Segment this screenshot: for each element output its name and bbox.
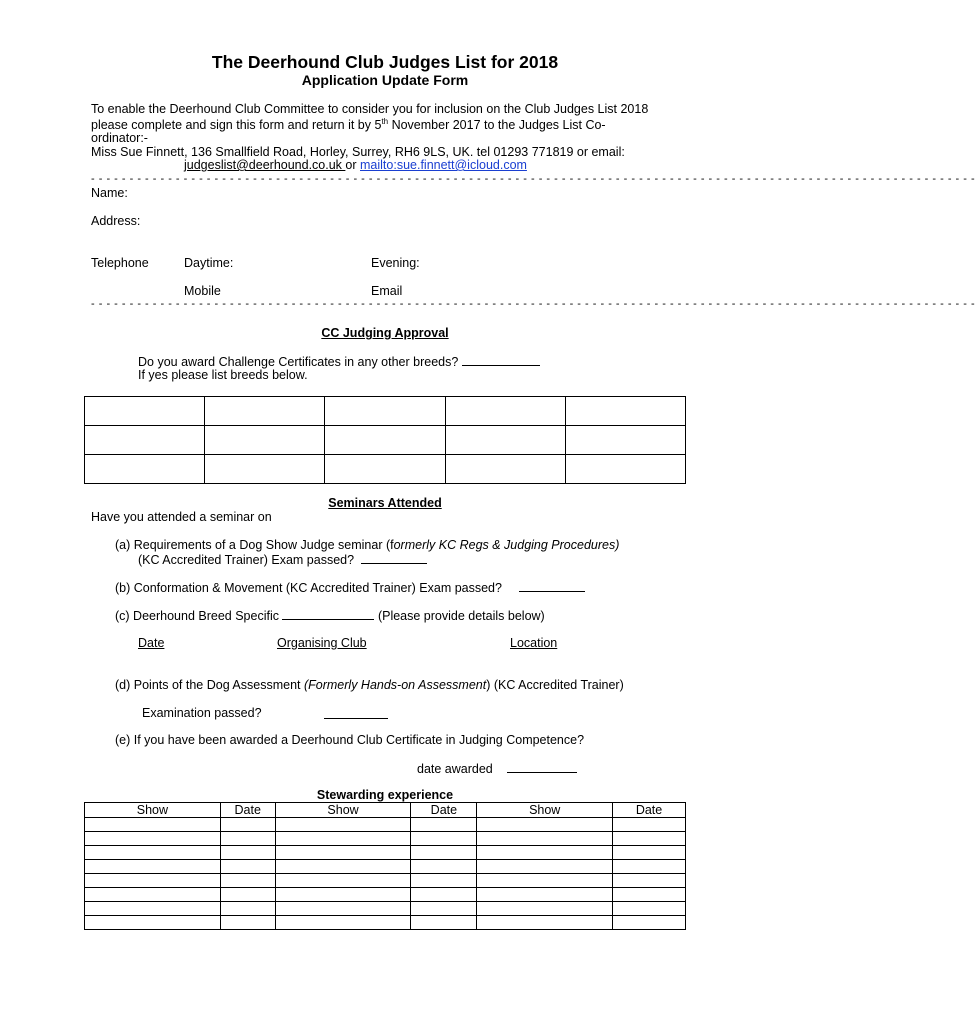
seminar-col-location: Location [510,636,558,650]
table-cell[interactable] [613,818,686,832]
table-cell[interactable] [411,902,477,916]
seminar-e-date-label: date awarded [417,762,493,776]
breeds-table [84,396,686,484]
column-header-date: Date [411,803,477,818]
page-subtitle: Application Update Form [301,72,469,88]
table-cell[interactable] [85,916,221,930]
cc-judging-heading: CC Judging Approval [321,326,449,340]
evening-label: Evening: [371,256,420,270]
stewarding-table [84,802,686,930]
seminar-e: (e) If you have been awarded a Deerhound Club Certificate in Judging Competence? [115,733,585,747]
table-cell[interactable] [220,846,275,860]
breed-cell[interactable] [565,455,685,484]
table-cell[interactable] [275,874,411,888]
seminar-d-exam: Examination passed? [142,706,262,720]
table-cell[interactable] [85,818,221,832]
table-cell[interactable] [477,832,613,846]
table-cell[interactable] [220,888,275,902]
table-cell[interactable] [85,832,221,846]
table-cell[interactable] [275,832,411,846]
email-line [184,158,527,172]
seminar-c-note: (Please provide details below) [377,609,545,623]
table-cell[interactable] [411,888,477,902]
seminar-a-exam-text: (KC Accredited Trainer) Exam passed? [138,553,355,567]
breed-cell[interactable] [205,426,325,455]
intro-superscript: th [381,117,389,126]
breed-cell[interactable] [85,455,205,484]
breed-cell[interactable] [85,426,205,455]
cc-question [138,354,540,369]
table-cell[interactable] [411,832,477,846]
seminars-intro: Have you attended a seminar on [91,510,272,524]
table-cell[interactable] [613,888,686,902]
table-row [85,832,686,846]
table-row [85,902,686,916]
seminar-d-end: ) (KC Accredited Trainer) [486,678,624,692]
cc-question-text: Do you award Challenge Certificates in any other breeds? [138,355,459,369]
cc-note: If yes please list breeds below. [138,368,308,382]
seminar-a-italic: ormerly KC Regs & Judging Procedures) [393,538,620,552]
seminar-c [115,608,545,623]
table-cell[interactable] [85,846,221,860]
breed-cell[interactable] [445,426,565,455]
breed-cell[interactable] [205,455,325,484]
name-label: Name: [91,186,128,200]
intro-line-2 [91,117,606,132]
seminar-b-text: (b) Conformation & Movement (KC Accredited Trainer) Exam passed? [115,581,502,595]
table-cell[interactable] [275,860,411,874]
table-row [85,846,686,860]
table-cell[interactable] [275,888,411,902]
breed-cell[interactable] [205,397,325,426]
address-label: Address: [91,214,141,228]
seminar-a-answer-field[interactable] [361,552,427,564]
dashed-divider-bottom: - - - - - - - - - - - - - - - - - - - - - - - - - - - - - - - - - - - - - - - - - - - - - - - - - - - - - - - - - - - - - - - - - - - - - - - - - - - - - - - - - - - - - - - - - - - - - - - - - - - - - - - - - - - - - - - - - - - [91,298,975,310]
table-cell[interactable] [220,818,275,832]
table-cell[interactable] [85,860,221,874]
seminar-a [115,538,619,552]
table-row [85,916,686,930]
table-cell[interactable] [275,916,411,930]
breed-cell[interactable] [445,397,565,426]
table-row [85,818,686,832]
seminar-d-answer-field[interactable] [324,707,388,719]
seminar-c-answer-field[interactable] [282,608,374,620]
table-cell[interactable] [275,902,411,916]
seminar-e-date [417,761,577,776]
table-cell[interactable] [477,860,613,874]
table-cell[interactable] [477,902,613,916]
breed-cell[interactable] [325,455,445,484]
table-cell[interactable] [220,860,275,874]
dashed-divider-top: - - - - - - - - - - - - - - - - - - - - - - - - - - - - - - - - - - - - - - - - - - - - - - - - - - - - - - - - - - - - - - - - - - - - - - - - - - - - - - - - - - - - - - - - - - - - - - - - - - - - - - - - - - - - - - - - - - - [91,173,975,185]
cc-answer-field[interactable] [462,354,540,366]
stewarding-heading: Stewarding experience [316,788,454,802]
table-cell[interactable] [85,888,221,902]
email-or-text: or [345,158,360,172]
table-cell[interactable] [613,916,686,930]
table-cell[interactable] [85,902,221,916]
table-row [85,397,686,426]
table-cell[interactable] [411,874,477,888]
daytime-label: Daytime: [184,256,234,270]
intro-line-1: To enable the Deerhound Club Committee to consider you for inclusion on the Club Judges List 2018 [91,102,649,116]
table-cell[interactable] [613,846,686,860]
intro-line-2-end: November 2017 to the Judges List Co- [388,118,606,133]
breed-cell[interactable] [325,426,445,455]
table-cell[interactable] [220,916,275,930]
table-row [85,426,686,455]
judgeslist-email-link[interactable]: judgeslist@deerhound.co.uk [184,158,346,172]
table-cell[interactable] [613,860,686,874]
seminar-a-line-2 [138,552,427,567]
column-header-show: Show [477,803,613,818]
breed-cell[interactable] [85,397,205,426]
seminar-d-italic: (Formerly Hands-on Assessment [303,678,487,692]
seminar-e-date-field[interactable] [507,761,577,773]
column-header-show: Show [275,803,411,818]
page-title: The Deerhound Club Judges List for 2018 [211,52,559,72]
table-cell[interactable] [85,874,221,888]
table-row [85,860,686,874]
seminar-col-club: Organising Club [277,636,367,650]
table-cell[interactable] [477,818,613,832]
table-cell[interactable] [477,916,613,930]
coordinator-email-link[interactable]: mailto:sue.finnett@icloud.com [360,158,527,172]
table-cell[interactable] [275,846,411,860]
seminar-col-date: Date [138,636,165,650]
table-cell[interactable] [477,846,613,860]
column-header-date: Date [220,803,275,818]
column-header-date: Date [613,803,686,818]
table-cell[interactable] [275,818,411,832]
seminar-c-text: (c) Deerhound Breed Specific [115,609,279,623]
seminar-d-text: (d) Points of the Dog Assessment [115,678,304,692]
seminar-b [115,580,585,595]
breed-cell[interactable] [445,455,565,484]
intro-line-3: ordinator:- [91,131,148,145]
seminar-d [115,678,624,692]
table-row [85,455,686,484]
intro-line-2-text: please complete and sign this form and return it by 5 [91,118,382,133]
table-cell[interactable] [477,874,613,888]
table-cell[interactable] [220,902,275,916]
intro-line-4: Miss Sue Finnett, 136 Smallfield Road, Horley, Surrey, RH6 9LS, UK. tel 01293 771819 or email: [91,145,625,159]
seminars-heading: Seminars Attended [328,496,442,510]
breed-cell[interactable] [565,397,685,426]
table-cell[interactable] [477,888,613,902]
table-cell[interactable] [411,846,477,860]
table-row [85,888,686,902]
table-cell[interactable] [220,874,275,888]
table-cell[interactable] [613,902,686,916]
email-label: Email [371,284,403,298]
breed-cell[interactable] [565,426,685,455]
table-cell[interactable] [411,818,477,832]
column-header-show: Show [85,803,221,818]
table-cell[interactable] [613,832,686,846]
mobile-label: Mobile [184,284,221,298]
table-row [85,874,686,888]
breed-cell[interactable] [325,397,445,426]
telephone-label: Telephone [91,256,149,270]
table-cell[interactable] [613,874,686,888]
seminar-a-text: (a) Requirements of a Dog Show Judge seminar (f [115,538,394,552]
table-header-row [85,803,686,818]
table-cell[interactable] [411,860,477,874]
seminar-b-answer-field[interactable] [519,580,585,592]
table-cell[interactable] [220,832,275,846]
table-cell[interactable] [411,916,477,930]
